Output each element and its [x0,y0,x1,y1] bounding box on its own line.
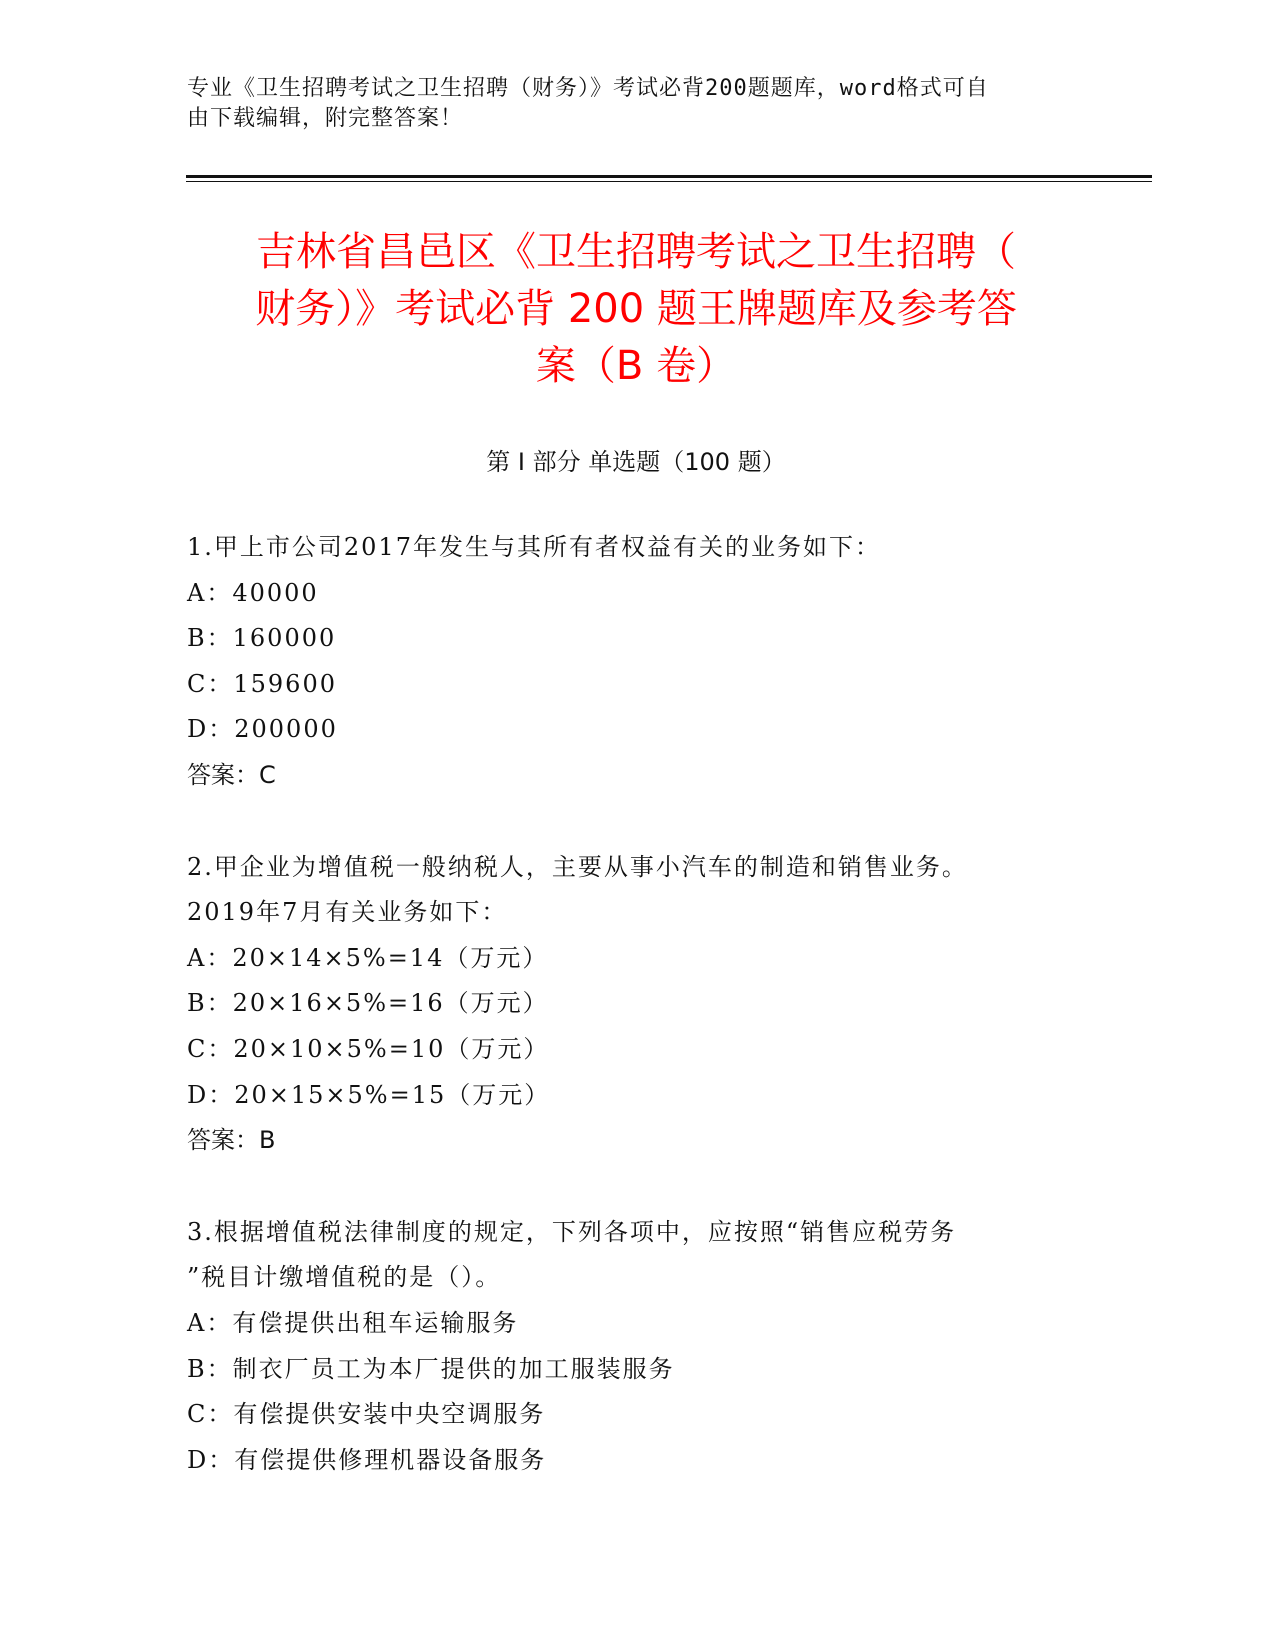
question-item [187,525,1087,799]
header-note-line: 由下载编辑，附完整答案！ [187,106,464,131]
option-a: A：40000 [187,578,319,607]
header-note-line: 专业《卫生招聘考试之卫生招聘（财务）》考试必背200题题库，word格式可自 [187,76,989,101]
question-stem: 3.根据增值税法律制度的规定，下列各项中，应按照“销售应税劳务 [187,1217,957,1246]
question-stem: 2019年7月有关业务如下： [187,898,508,927]
answer-line: 答案：C [187,760,276,789]
header-divider-thick [186,175,1152,178]
question-list [187,525,1087,1483]
option-d: D：有偿提供修理机器设备服务 [187,1445,547,1474]
document-title-line: 案（B 卷） [535,343,737,389]
option-a: A：20×14×5%=14（万元） [187,943,549,972]
option-c: C：159600 [187,669,337,698]
option-d: D：200000 [187,715,338,744]
question-item [187,1210,1087,1484]
question-item [187,845,1087,1164]
option-c: C：有偿提供安装中央空调服务 [187,1400,546,1429]
option-b: B：20×16×5%=16（万元） [187,989,549,1018]
section-title: 第 I 部分 单选题（100 题） [486,448,786,476]
option-b: B：制衣厂员工为本厂提供的加工服装服务 [187,1354,675,1383]
header-divider-thin [186,181,1152,182]
answer-line: 答案：B [187,1126,276,1155]
document-title [186,224,1086,395]
option-c: C：20×10×5%=10（万元） [187,1034,550,1063]
question-stem: 2.甲企业为增值税一般纳税人，主要从事小汽车的制造和销售业务。 [187,852,968,881]
option-b: B：160000 [187,624,337,653]
option-a: A：有偿提供出租车运输服务 [187,1308,519,1337]
header-note [187,74,1047,134]
question-spacer [187,799,1087,845]
question-stem: 1.甲上市公司2017年发生与其所有者权益有关的业务如下： [187,533,881,561]
option-d: D：20×15×5%=15（万元） [187,1080,551,1109]
question-stem: ”税目计缴增值税的是（）。 [187,1263,502,1292]
document-title-line: 吉林省昌邑区《卫生招聘考试之卫生招聘（ [256,229,1016,275]
question-spacer [187,1164,1087,1210]
document-title-line: 财务）》考试必背 200 题王牌题库及参考答 [255,286,1017,332]
